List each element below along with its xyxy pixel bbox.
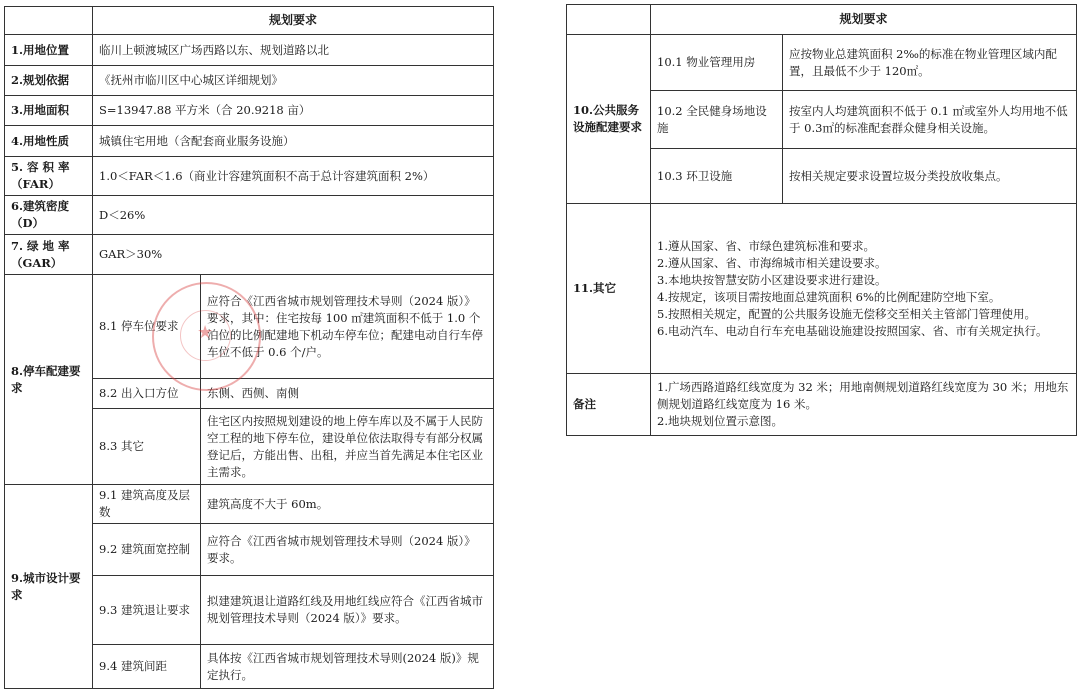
sub-label-fitness: 10.2 全民健身场地设施	[651, 91, 783, 149]
list-item: 1.遵从国家、省、市绿色建筑标准和要求。	[657, 238, 875, 253]
sub-label-facade-width: 9.2 建筑面宽控制	[93, 524, 201, 576]
sub-label-sanitation: 10.3 环卫设施	[651, 149, 783, 204]
list-item: 2.地块规划位置示意图。	[657, 414, 783, 428]
table-header: 规划要求	[93, 7, 494, 35]
row-label-green-ratio: 7. 绿 地 率 （GAR）	[5, 235, 93, 275]
header-blank-cell	[567, 5, 651, 35]
sub-label-spacing: 9.4 建筑间距	[93, 645, 201, 689]
sub-value-sanitation: 按相关规定要求设置垃圾分类投放收集点。	[783, 149, 1077, 204]
sub-value-fitness: 按室内人均建筑面积不低于 0.1 ㎡或室外人均用地不低于 0.3㎡的标准配套群众健身相关设施。	[783, 91, 1077, 149]
sub-label-entrances: 8.2 出入口方位	[93, 379, 201, 409]
sub-value-setback: 拟建建筑退让道路红线及用地红线应符合《江西省城市规划管理技术导则（2024 版）》要求。	[201, 576, 494, 645]
table-header-row	[567, 5, 1077, 35]
sub-value-parking-spaces: 应符合《江西省城市规划管理技术导则（2024 版）》要求，其中：住宅按每 100 ㎡建筑面积不低于 1.0 个泊位的比例配建地下机动车停车位；配建电动自行车停车位不低于 0.6 个/户。	[201, 275, 494, 379]
table-row	[5, 126, 494, 157]
row-value-density: D＜26%	[93, 196, 494, 235]
table-row	[5, 235, 494, 275]
list-item: 2.遵从国家、省、市海绵城市相关建设要求。	[657, 255, 887, 270]
sub-label-parking-other: 8.3 其它	[93, 409, 201, 485]
table-row	[5, 157, 494, 196]
row-value-land-area: S=13947.88 平方米（合 20.9218 亩）	[93, 96, 494, 126]
row-value-planning-basis: 《抚州市临川区中心城区详细规划》	[93, 66, 494, 96]
row-value-other	[651, 204, 1077, 374]
sub-label-property-mgmt: 10.1 物业管理用房	[651, 35, 783, 91]
table-row	[5, 275, 494, 379]
row-label-parking: 8.停车配建要求	[5, 275, 93, 485]
sub-value-building-height: 建筑高度不大于 60m。	[201, 485, 494, 524]
table-row	[5, 485, 494, 524]
seal-star-icon: ★	[197, 322, 214, 343]
sub-value-entrances: 东侧、西侧、南侧	[201, 379, 494, 409]
row-label-urban-design: 9.城市设计要求	[5, 485, 93, 689]
list-item: 5.按照相关规定，配置的公共服务设施无偿移交至相关主管部门管理使用。	[657, 306, 1036, 321]
sub-label-parking-spaces: 8.1 停车位要求	[93, 275, 201, 379]
table-row	[5, 35, 494, 66]
row-label-land-area: 3.用地面积	[5, 96, 93, 126]
table-row	[5, 196, 494, 235]
planning-requirements-table-left	[4, 6, 494, 689]
row-label-other: 11.其它	[567, 204, 651, 374]
row-label-land-location: 1.用地位置	[5, 35, 93, 66]
table-header: 规划要求	[651, 5, 1077, 35]
sub-label-setback: 9.3 建筑退让要求	[93, 576, 201, 645]
row-label-public-facilities: 10.公共服务设施配建要求	[567, 35, 651, 204]
table-row	[567, 374, 1077, 436]
row-value-remarks	[651, 374, 1077, 436]
list-item: 4.按规定，该项目需按地面总建筑面积 6%的比例配建防空地下室。	[657, 289, 1001, 304]
row-label-planning-basis: 2.规划依据	[5, 66, 93, 96]
list-item: 3.本地块按智慧安防小区建设要求进行建设。	[657, 272, 887, 287]
row-value-land-location: 临川上顿渡城区广场西路以东、规划道路以北	[93, 35, 494, 66]
row-value-far: 1.0＜FAR＜1.6（商业计容建筑面积不高于总计容建筑面积 2%）	[93, 157, 494, 196]
sub-value-spacing: 具体按《江西省城市规划管理技术导则(2024 版)》规定执行。	[201, 645, 494, 689]
row-label-land-use: 4.用地性质	[5, 126, 93, 157]
sub-value-facade-width: 应符合《江西省城市规划管理技术导则（2024 版）》要求。	[201, 524, 494, 576]
table-header-row	[5, 7, 494, 35]
list-item: 1.广场西路道路红线宽度为 32 米；用地南侧规划道路红线宽度为 30 米；用地东侧规划道路红线宽度为 16 米。	[657, 380, 1069, 411]
table-row	[567, 35, 1077, 91]
table-row	[567, 204, 1077, 374]
row-label-density: 6.建筑密度 （D）	[5, 196, 93, 235]
list-item: 6.电动汽车、电动自行车充电基础设施建设按照国家、省、市有关规定执行。	[657, 323, 1048, 338]
planning-requirements-table-right	[566, 4, 1077, 436]
row-label-remarks: 备注	[567, 374, 651, 436]
row-value-land-use: 城镇住宅用地（含配套商业服务设施）	[93, 126, 494, 157]
table-row	[5, 96, 494, 126]
header-blank-cell	[5, 7, 93, 35]
row-label-far: 5. 容 积 率 （FAR）	[5, 157, 93, 196]
sub-label-building-height: 9.1 建筑高度及层数	[93, 485, 201, 524]
table-row	[5, 66, 494, 96]
sub-value-property-mgmt: 应按物业总建筑面积 2‰的标准在物业管理区域内配置，且最低不少于 120㎡。	[783, 35, 1077, 91]
sub-value-parking-other: 住宅区内按照规划建设的地上停车库以及不属于人民防空工程的地下停车位，建设单位依法取得专有部分权属登记后，方能出售、出租，并应当首先满足本住宅区业主需求。	[201, 409, 494, 485]
row-value-green-ratio: GAR＞30%	[93, 235, 494, 275]
